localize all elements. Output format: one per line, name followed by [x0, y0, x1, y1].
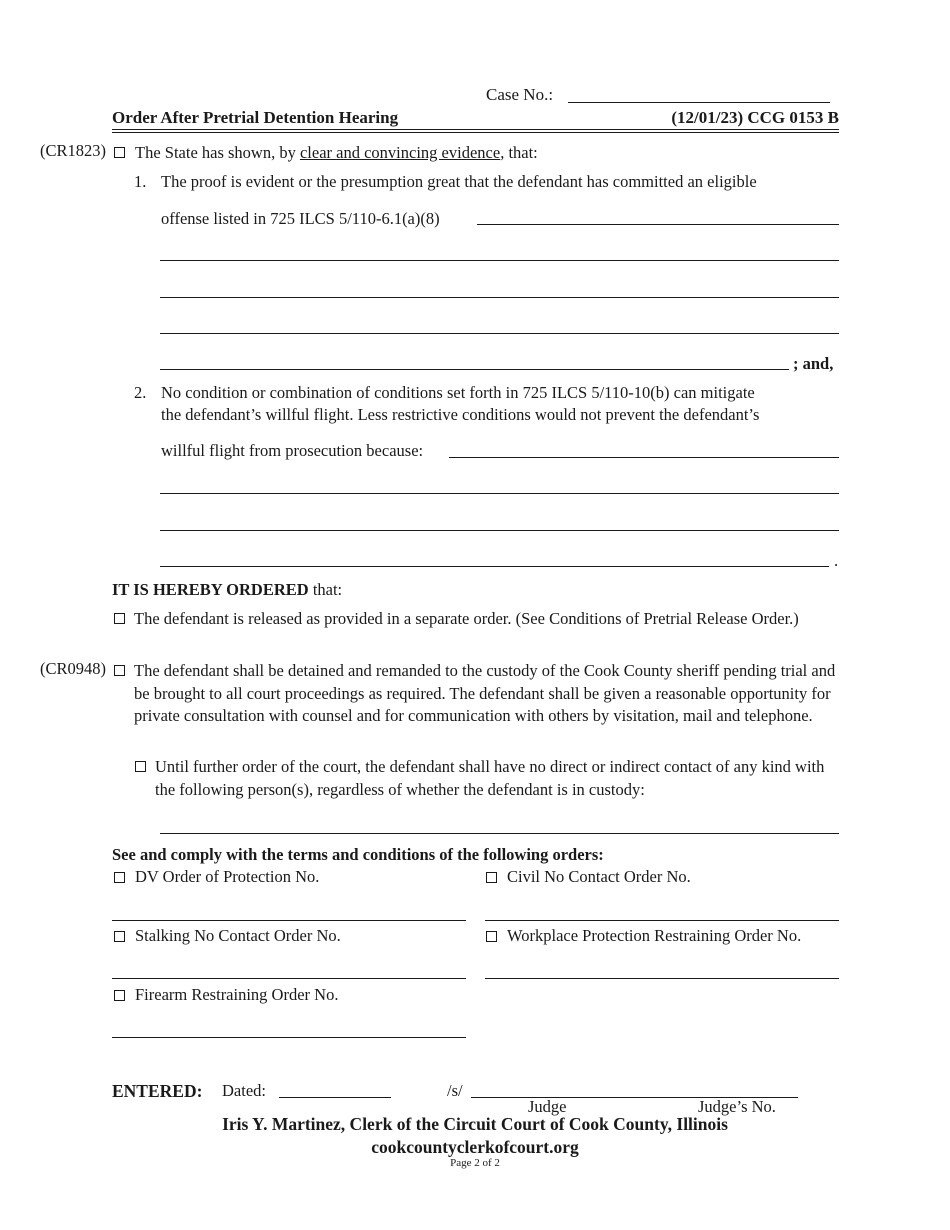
- dated-field[interactable]: [279, 1097, 391, 1098]
- order-heading-rest: that:: [308, 580, 343, 599]
- item1-number: 1.: [134, 172, 147, 191]
- case-no-label: Case No.:: [486, 85, 554, 104]
- offense-field-5[interactable]: [160, 369, 789, 370]
- no-contact-checkbox[interactable]: [135, 761, 146, 772]
- detain-code: (CR0948): [40, 659, 106, 678]
- order-heading: [112, 579, 342, 601]
- workplace-field[interactable]: [485, 978, 839, 979]
- item1-line1: The proof is evident or the presumption great that the defendant has committed an eligible: [161, 172, 757, 191]
- firearm-checkbox[interactable]: [114, 990, 125, 1001]
- form-code: (12/01/23) CCG 0153 B: [671, 108, 839, 127]
- finding-code: (CR1823): [40, 141, 106, 160]
- flight-field-1[interactable]: [449, 457, 839, 458]
- item2-end: .: [834, 551, 839, 570]
- dv-label: DV Order of Protection No.: [135, 867, 320, 886]
- finding-intro: [135, 142, 538, 164]
- detain-text: The defendant shall be detained and remanded to the custody of the Cook County sheriff pending trial and be brought to all court proceedings as required. The defendant shall be given a reasonable opportunity for private consultation with counsel and for communication with others by visitation, mail and telephone.: [134, 661, 836, 725]
- item1-end: ; and,: [793, 354, 834, 373]
- finding-intro-post: , that:: [500, 143, 538, 162]
- offense-field-4[interactable]: [160, 333, 839, 334]
- finding-intro-pre: The State has shown, by: [135, 143, 300, 162]
- stalking-checkbox[interactable]: [114, 931, 125, 942]
- civil-checkbox[interactable]: [486, 872, 497, 883]
- offense-field-2[interactable]: [160, 260, 839, 261]
- comply-heading: See and comply with the terms and conditions of the following orders:: [112, 845, 604, 864]
- no-contact-persons-field[interactable]: [160, 833, 839, 834]
- form-title: Order After Pretrial Detention Hearing: [112, 108, 399, 127]
- detain-checkbox[interactable]: [114, 665, 125, 676]
- firearm-field[interactable]: [112, 1037, 466, 1038]
- finding-checkbox[interactable]: [114, 147, 125, 158]
- case-no-field[interactable]: [568, 102, 830, 103]
- offense-field-1[interactable]: [477, 224, 839, 225]
- clerk-website: cookcountyclerkofcourt.org: [371, 1137, 579, 1157]
- dated-label: Dated:: [222, 1081, 266, 1100]
- finding-intro-emphasis: clear and convincing evidence: [299, 143, 501, 162]
- dv-checkbox[interactable]: [114, 872, 125, 883]
- judge-caption: Judge: [528, 1097, 567, 1116]
- entered-label: ENTERED:: [112, 1081, 203, 1101]
- civil-field[interactable]: [485, 920, 839, 921]
- page-number: Page 2 of 2: [450, 1157, 500, 1169]
- civil-label: Civil No Contact Order No.: [507, 867, 691, 886]
- release-checkbox[interactable]: [114, 613, 125, 624]
- item2-number: 2.: [134, 383, 147, 402]
- no-contact-text: Until further order of the court, the defendant shall have no direct or indirect contact of any kind with the following person(s), regardless of whether the defendant is in custody:: [155, 757, 825, 799]
- item2-line3: willful flight from prosecution because:: [161, 441, 424, 460]
- judge-no-caption: Judge’s No.: [698, 1097, 776, 1116]
- clerk-line: Iris Y. Martinez, Clerk of the Circuit Court of Cook County, Illinois: [222, 1114, 728, 1134]
- item1-line2: offense listed in 725 ILCS 5/110-6.1(a)(8): [161, 209, 440, 228]
- item2-line1: No condition or combination of conditions set forth in 725 ILCS 5/110-10(b) can mitigate: [161, 383, 755, 402]
- header-rule-top: [112, 129, 839, 130]
- flight-field-4[interactable]: [160, 566, 829, 567]
- stalking-field[interactable]: [112, 978, 466, 979]
- firearm-label: Firearm Restraining Order No.: [135, 985, 339, 1004]
- header-rule-bottom: [112, 132, 839, 133]
- release-text: The defendant is released as provided in a separate order. (See Conditions of Pretrial Release Order.): [134, 609, 799, 628]
- workplace-checkbox[interactable]: [486, 931, 497, 942]
- stalking-label: Stalking No Contact Order No.: [135, 926, 341, 945]
- flight-field-3[interactable]: [160, 530, 839, 531]
- offense-field-3[interactable]: [160, 297, 839, 298]
- s-prefix: /s/: [447, 1081, 463, 1100]
- item2-line2: the defendant’s willful flight. Less restrictive conditions would not prevent the defendant’s: [161, 405, 760, 424]
- order-heading-bold: IT IS HEREBY ORDERED: [112, 580, 309, 599]
- workplace-label: Workplace Protection Restraining Order No.: [507, 926, 802, 945]
- dv-field[interactable]: [112, 920, 466, 921]
- flight-field-2[interactable]: [160, 493, 839, 494]
